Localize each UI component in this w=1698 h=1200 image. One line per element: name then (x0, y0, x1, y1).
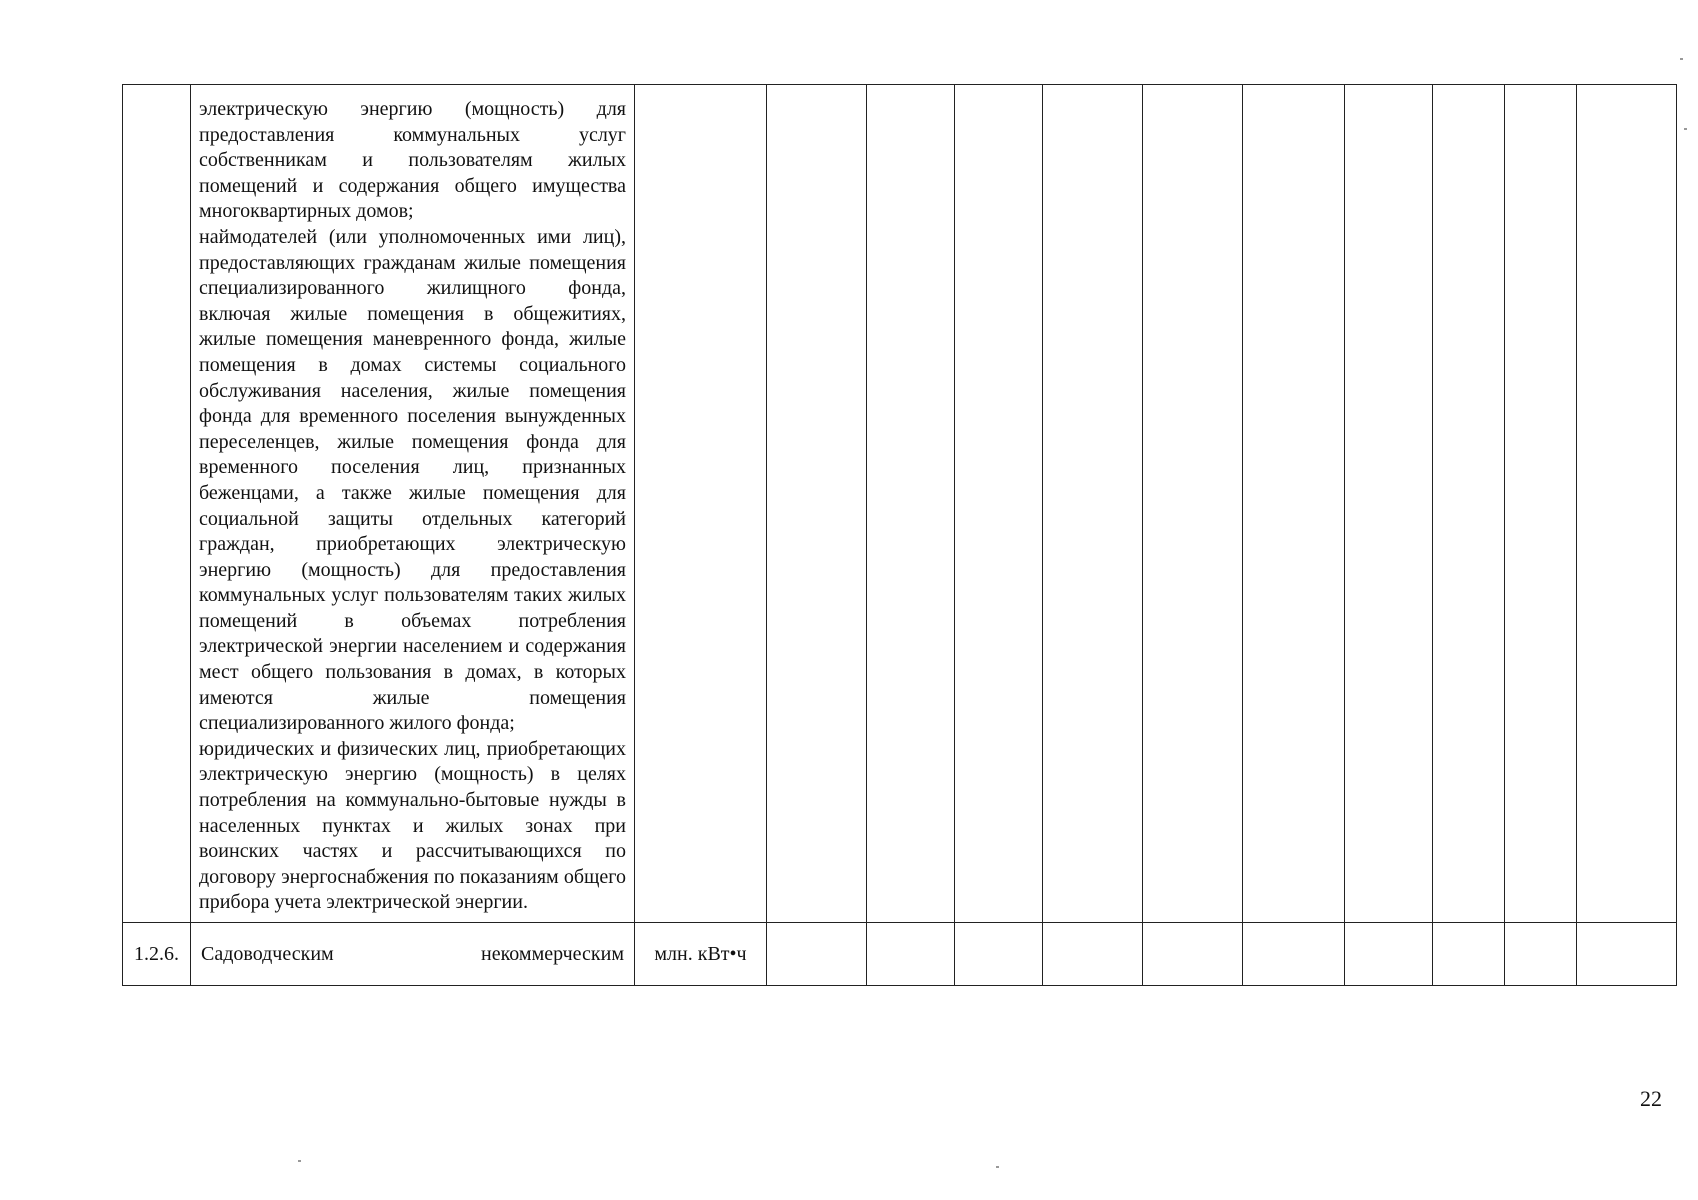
name-word: некоммерческим (481, 942, 624, 965)
description-cell (191, 85, 635, 923)
value-cell (1243, 85, 1345, 923)
scan-speck (996, 1166, 999, 1168)
value-cell (1143, 85, 1243, 923)
unit-cell: млн. кВт•ч (635, 923, 767, 986)
value-cell (1433, 923, 1505, 986)
unit-cell (635, 85, 767, 923)
scan-speck (1684, 128, 1687, 130)
scan-speck (298, 1160, 301, 1162)
value-cell (1043, 85, 1143, 923)
value-cell (767, 923, 867, 986)
table-row (123, 85, 1677, 923)
value-cell (1345, 85, 1433, 923)
value-cell (1577, 85, 1677, 923)
row-number-cell: 1.2.6. (123, 923, 191, 986)
value-cell (867, 923, 955, 986)
name-word: Садоводческим (201, 942, 334, 965)
page-number: 22 (1640, 1086, 1662, 1111)
value-cell (1043, 923, 1143, 986)
description-paragraph: электрическую энергию (мощность) для предоставления коммунальных услуг собственникам и пользователям жилых помещений и содержания общего имущества многоквартирных домов; (199, 98, 626, 223)
row-number-cell (123, 85, 191, 923)
value-cell (1577, 923, 1677, 986)
value-cell (1243, 923, 1345, 986)
value-cell (955, 85, 1043, 923)
value-cell (1505, 923, 1577, 986)
value-cell (1345, 923, 1433, 986)
value-cell (767, 85, 867, 923)
value-cell (1433, 85, 1505, 923)
value-cell (1505, 85, 1577, 923)
description-cell (191, 923, 635, 986)
description-paragraph: юридических и физических лиц, приобретающих электрическую энергию (мощность) в целях потребления на коммунально-бытовые нужды в населенных пунктах и жилых зонах при воинских частях и рассчитывающихся по договору энергоснабжения по показаниям общего прибора учета электрической энергии. (199, 737, 626, 914)
value-cell (955, 923, 1043, 986)
data-table (122, 84, 1676, 986)
description-paragraph: наймодателей (или уполномоченных ими лиц), предоставляющих гражданам жилые помещения специализированного жилищного фонда, включая жилые помещения в общежитиях, жилые помещения маневренного фонда, жилые помещения в домах системы социального обслуживания населения, жилые помещения фонда для временного поселения вынужденных переселенцев, жилые помещения фонда для временного поселения лиц, признанных беженцами, а также жилые помещения для социальной защиты отдельных категорий граждан, приобретающих электрическую энергию (мощность) для предоставления коммунальных услуг пользователям таких жилых помещений в объемах потребления электрической энергии населением и содержания мест общего пользования в домах, в которых имеются жилые помещения специализированного жилого фонда; (199, 225, 626, 735)
table-row (123, 923, 1677, 986)
scan-speck (1680, 58, 1683, 60)
value-cell (1143, 923, 1243, 986)
value-cell (867, 85, 955, 923)
